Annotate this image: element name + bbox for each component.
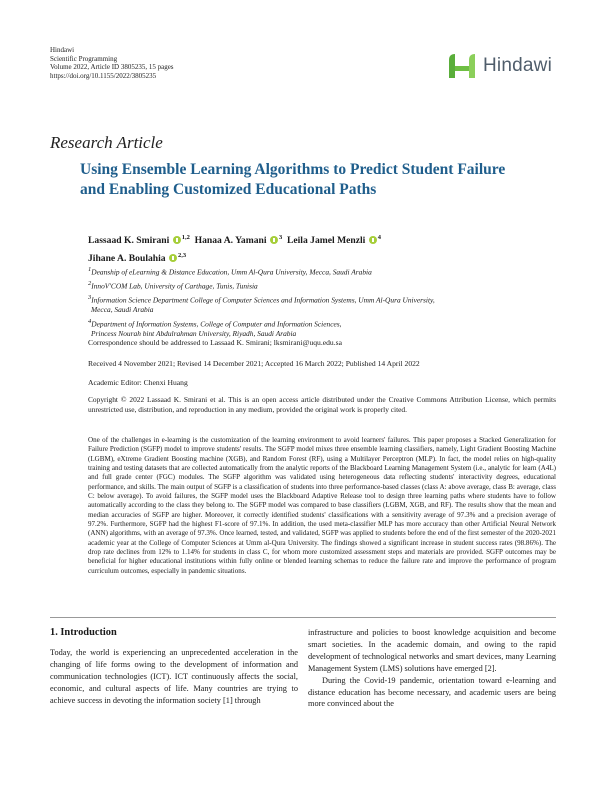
affiliation-text: Deanship of eLearning & Distance Education, Umm Al-Qura University, Mecca, Saudi Arabia	[91, 267, 372, 277]
copyright-notice: Copyright © 2022 Lassaad K. Smirani et al. This is an open access article distributed under the Creative Commons Attribution License, which permits unrestricted use, distribution, and reproduction in any medium, provided the original work is properly cited.	[88, 395, 556, 414]
orcid-icon[interactable]	[270, 236, 278, 244]
body-paragraph: Today, the world is experiencing an unprecedented acceleration in the changing of life forms owing to the development of information and communication technologies (ICT). ICT continuously affects the social, economic, and cultural aspects of life. Many countries are trying to achieve success in devoting the information society [1] through	[50, 648, 298, 705]
body-paragraph: infrastructure and policies to boost knowledge acquisition and become smart societies. In the academic domain, and owing to the rapid development of technological networks and smart devices, many Learning Management System (LMS) solutions have emerged [2].	[308, 628, 556, 673]
author-name[interactable]: Lassaad K. Smirani	[88, 235, 170, 247]
affiliation-number: 3	[88, 293, 92, 301]
hindawi-logo-icon	[446, 52, 478, 80]
body-paragraph: During the Covid-19 pandemic, orientation toward e-learning and distance education has become necessary, and academic users are being more convinced about the	[308, 675, 556, 709]
correspondence: Correspondence should be addressed to Lassaad K. Smirani; lksmirani@uqu.edu.sa	[88, 338, 342, 347]
publication-dates: Received 4 November 2021; Revised 14 December 2021; Accepted 16 March 2022; Published 14 April 2022	[88, 359, 420, 368]
article-title	[80, 160, 570, 200]
doi-link[interactable]: https://doi.org/10.1155/2022/3805235	[50, 71, 157, 80]
affiliation-text: Information Science Department College of Computer Sciences and Information Systems, Umm Al-Qura University,	[91, 295, 435, 305]
section-divider	[50, 617, 556, 618]
author-affiliation-sup: 4	[377, 234, 381, 241]
affiliation-text-continued: Mecca, Saudi Arabia	[91, 305, 154, 315]
author-name[interactable]: Hanaa A. Yamani	[194, 235, 267, 247]
affiliation	[88, 317, 558, 339]
affiliation-number: 1	[88, 266, 92, 273]
title-line-1: Using Ensemble Learning Algorithms to Predict Student Failure	[80, 161, 506, 178]
author-affiliation-sup: 2,3	[177, 252, 187, 260]
abstract: One of the challenges in e-learning is the customization of the learning environment to avoid learners' failures. This paper proposes a Stacked Generalization for Failure Prediction (SGFP) model to improve students' results. The SGFP model mixes three ensemble learning classifiers, namely, Light Gradient Boosting Machine (LGBM), eXtreme Gradient Boosting machine (XGB), and Random Forest (RF), using a Multilayer Perceptron (MLP). In fact, the model relies on high-quality training and testing datasets that are collected automatically from the analytic reports of the Blackboard Learning Management System (i.e., analytic for learn (A4L) and full grade center (FGC) modules. The SGFP algorithm was validated using heterogeneous data reflecting students' interactivity degrees, educational performance, and skills. The main output of SGFP is a classification of students into three performance-based classes (class A: above average, class B: average, class C: below average). To avoid failures, the SGFP model uses the Blackboard Adaptive Release tool to design three learning paths where students have to follow automatically according to the class they belong to. The SGFP model was compared to base classifiers (LGBM, XGB, and RF). The results show that the mean and median accuracies of SGFP are higher. Moreover, it correctly identified students' classifications with a sensitivity average of 97.3% and a precision average of 97.2%. Furthermore, SGFP had the highest F1-score of 97.1%. In addition, the used meta-classifier MLP has more accuracy than other Artificial Neural Network (ANN) algorithms, with an average of 97.3%. Once learned, tested, and validated, SGFP was applied to students before the end of the first semester of the 2020-2021 academic year at the College of Computer Sciences at Umm al-Qura University. The findings showed a significant increase in student success rates (98.86%). The drop rate declines from 12% to 1.14% for students in class C, for whom more customized assessment steps and materials are provided. SGFP outcomes may be beneficial for higher educational institutions within fully online or blended learning schemas to reduce the failure rate and improve the performance of program curriculum outcomes, especially in pandemic situations.	[88, 436, 556, 575]
journal-metadata	[50, 46, 174, 80]
title-line-2: and Enabling Customized Educational Paths	[80, 181, 377, 198]
orcid-icon[interactable]	[173, 236, 181, 244]
journal-name: Scientific Programming	[50, 54, 118, 63]
article-type: Research Article	[50, 133, 163, 152]
affiliation-text: Department of Information Systems, College of Computer and Information Sciences,	[91, 319, 342, 329]
affiliation-list	[88, 265, 558, 340]
affiliation-text-continued: Princess Nourah bint Abdulrahman University, Riyadh, Saudi Arabia	[91, 329, 297, 339]
academic-editor: Academic Editor: Chenxi Huang	[88, 378, 188, 387]
section-heading: 1. Introduction	[50, 627, 117, 638]
hindawi-logo	[446, 46, 556, 86]
affiliation	[88, 265, 558, 277]
affiliation-text: InnoV'COM Lab, University of Carthage, Tunis, Tunisia	[91, 281, 258, 291]
hindawi-logo-text: Hindawi	[483, 55, 552, 76]
body-column-right	[308, 627, 556, 710]
author-affiliation-sup: 1,2	[181, 234, 190, 241]
author-affiliation-sup: 3	[278, 234, 283, 241]
volume-line: Volume 2022, Article ID 3805235, 15 pages	[50, 63, 174, 72]
author-name[interactable]: Jihane A. Boulahia	[88, 253, 166, 265]
orcid-icon[interactable]	[369, 236, 377, 244]
author-name[interactable]: Leila Jamel Menzli	[286, 235, 366, 247]
author-list	[88, 230, 558, 266]
affiliation	[88, 293, 558, 315]
orcid-icon[interactable]	[169, 254, 177, 262]
affiliation	[88, 279, 558, 291]
affiliation-number: 2	[88, 279, 92, 287]
affiliation-number: 4	[88, 317, 92, 325]
publisher-name: Hindawi	[50, 46, 75, 54]
body-column-left	[50, 627, 298, 707]
